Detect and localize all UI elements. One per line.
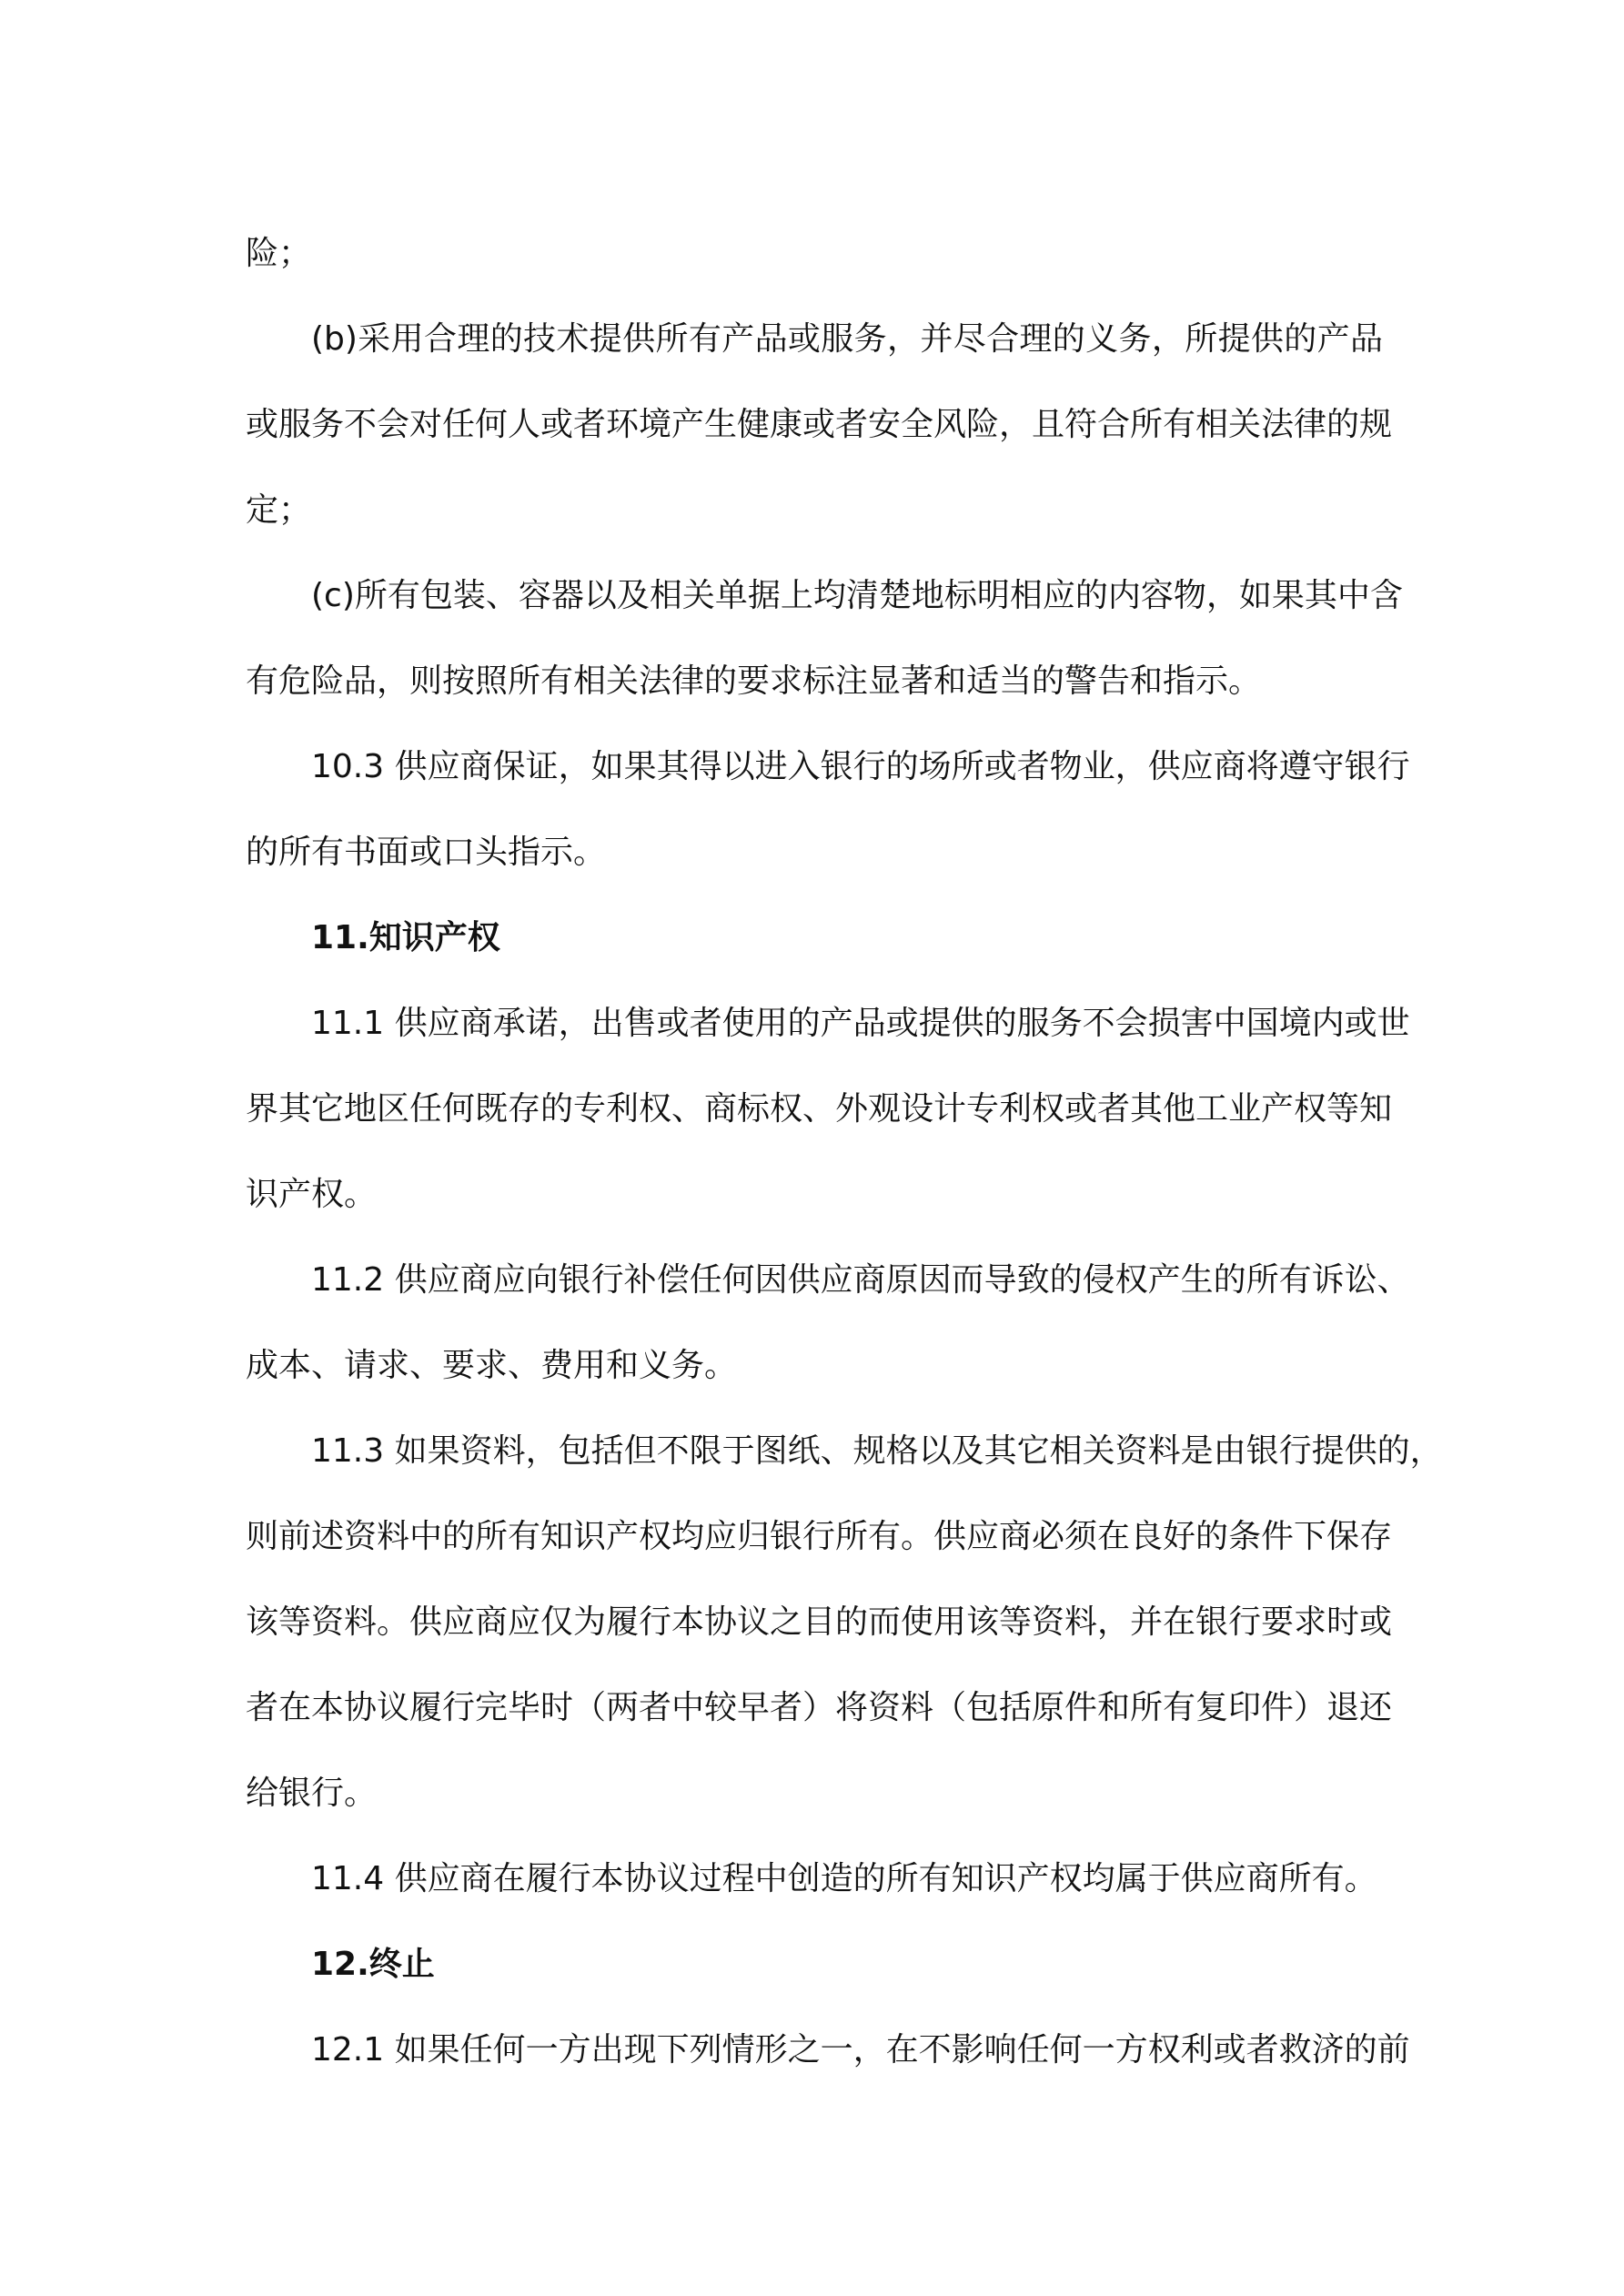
text-line: 定； — [246, 491, 312, 529]
text-line: 11.3 如果资料，包括但不限于图纸、规格以及其它相关资料是由银行提供的， — [311, 1432, 1443, 1470]
text-line: 有危险品，则按照所有相关法律的要求标注显著和适当的警告和指示。 — [246, 663, 1262, 700]
text-line: 者在本协议履行完毕时（两者中较早者）将资料（包括原件和所有复印件）退还 — [246, 1689, 1393, 1726]
text-line: 的所有书面或口头指示。 — [246, 834, 607, 871]
text-line: 成本、请求、要求、费用和义务。 — [246, 1347, 738, 1384]
text-line: (c)所有包装、容器以及相关单据上均清楚地标明相应的内容物，如果其中含 — [311, 577, 1403, 614]
text-line: 11.2 供应商应向银行补偿任何因供应商原因而导致的侵权产生的所有诉讼、 — [311, 1261, 1410, 1299]
text-line: 11.1 供应商承诺，出售或者使用的产品或提供的服务不会损害中国境内或世 — [311, 1005, 1410, 1042]
text-line: 给银行。 — [246, 1775, 378, 1812]
text-line: 险； — [246, 235, 312, 272]
text-line: 识产权。 — [246, 1176, 378, 1213]
text-line: 11.4 供应商在履行本协议过程中创造的所有知识产权均属于供应商所有。 — [311, 1860, 1377, 1897]
section-heading: 11.知识产权 — [311, 919, 500, 956]
text-line: 或服务不会对任何人或者环境产生健康或者安全风险，且符合所有相关法律的规 — [246, 406, 1393, 443]
text-line: 10.3 供应商保证，如果其得以进入银行的场所或者物业，供应商将遵守银行 — [311, 748, 1410, 785]
text-line: 则前述资料中的所有知识产权均应归银行所有。供应商必须在良好的条件下保存 — [246, 1518, 1393, 1555]
document-body — [246, 211, 1443, 2093]
text-line: 界其它地区任何既存的专利权、商标权、外观设计专利权或者其他工业产权等知 — [246, 1090, 1393, 1128]
text-line: 该等资料。供应商应仅为履行本协议之目的而使用该等资料，并在银行要求时或 — [246, 1603, 1393, 1641]
text-line: 12.1 如果任何一方出现下列情形之一，在不影响任何一方权利或者救济的前 — [311, 2031, 1410, 2068]
text-line: (b)采用合理的技术提供所有产品或服务，并尽合理的义务，所提供的产品 — [311, 320, 1383, 358]
section-heading: 12.终止 — [311, 1946, 435, 1983]
